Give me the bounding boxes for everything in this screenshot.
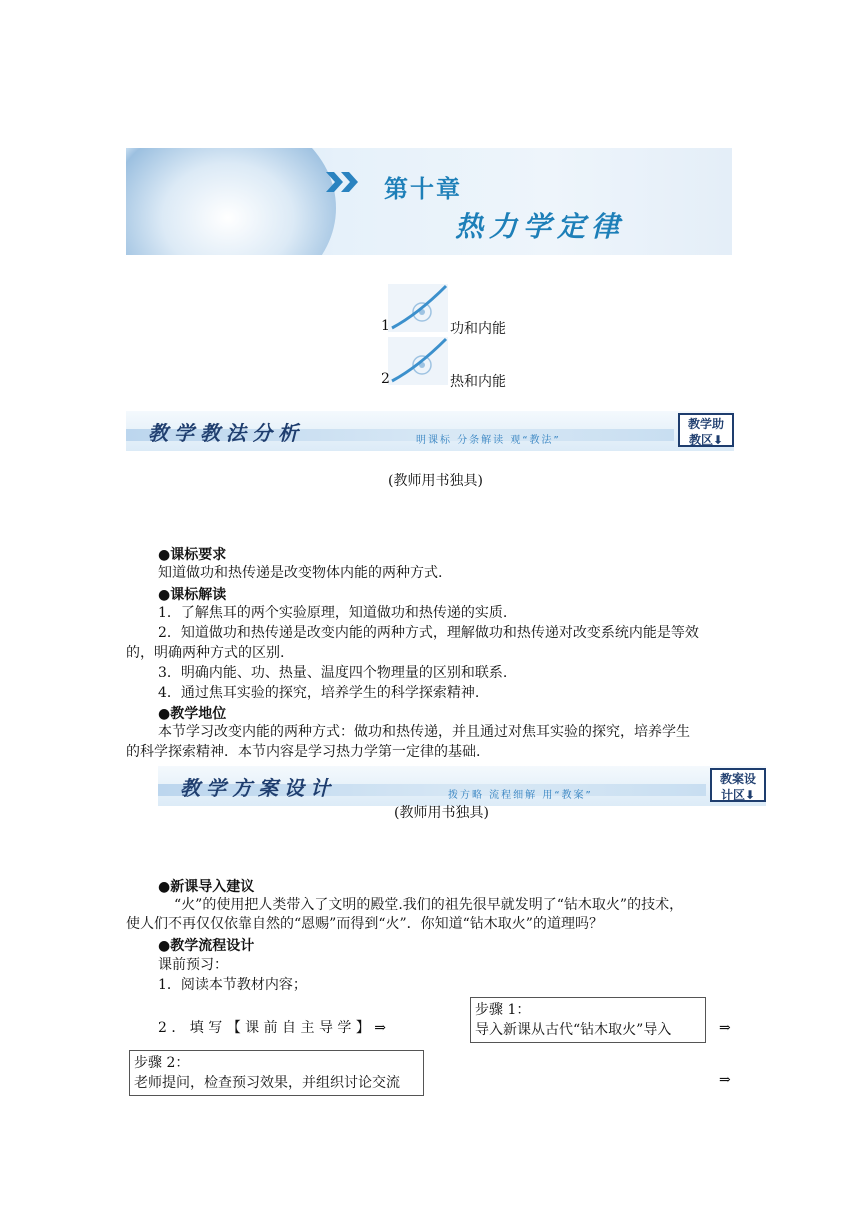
- heading-flow: ●教学流程设计: [158, 938, 255, 954]
- paragraph: 知道做功和热传递是改变物体内能的两种方式.: [158, 565, 443, 581]
- section-title: 教学方案设计: [180, 776, 336, 800]
- cloud-image: [126, 148, 336, 255]
- list-item: 2．知道做功和热传递是改变内能的两种方式，理解做功和热传递对改变系统内能是等效: [158, 625, 699, 641]
- toc-item-label[interactable]: 功和内能: [450, 321, 506, 337]
- teacher-note: (教师用书独具): [388, 473, 483, 489]
- tag-line: 教学助: [687, 417, 724, 431]
- double-chevron-icon: [326, 170, 362, 194]
- list-item: 1．了解焦耳的两个实验原理，知道做功和热传递的实质.: [158, 605, 508, 621]
- toc-number: 1: [381, 318, 390, 334]
- step-title: 步骤 2：: [134, 1055, 190, 1071]
- paragraph-cont: 的科学探索精神．本节内容是学习热力学第一定律的基础.: [126, 744, 481, 760]
- list-item-cont: 的，明确两种方式的区别.: [126, 645, 285, 661]
- teacher-note: (教师用书独具): [394, 805, 489, 821]
- preview-label: 课前预习：: [158, 957, 228, 973]
- section-subtitle: 拨方略 流程细解 用“教案”: [448, 790, 593, 801]
- tag-line: 计区⬇: [720, 788, 756, 802]
- heading-status: ●教学地位: [158, 706, 227, 722]
- toc-number: 2: [381, 371, 390, 387]
- step-item: 1．阅读本节教材内容；: [158, 977, 307, 993]
- section-title: 教学教法分析: [148, 421, 304, 445]
- section-tag: [710, 768, 766, 802]
- chapter-number: 第十章: [384, 175, 462, 203]
- step2-box: [129, 1050, 424, 1096]
- step-text: 老师提问，检查预习效果，并组织讨论交流: [134, 1075, 400, 1091]
- paragraph: 本节学习改变内能的两种方式：做功和热传递，并且通过对焦耳实验的探究，培养学生: [158, 724, 690, 740]
- heading-curriculum: ●课标要求: [158, 547, 227, 563]
- section-subtitle: 明课标 分条解读 观“教法”: [416, 435, 561, 446]
- list-item: 3．明确内能、功、热量、温度四个物理量的区别和联系.: [158, 665, 508, 681]
- step-text: 导入新课从古代“钻木取火”导入: [475, 1022, 672, 1038]
- step1-box: [470, 997, 706, 1043]
- paragraph: “火”的使用把人类带入了文明的殿堂.我们的祖先很早就发明了“钻木取火”的技术，: [174, 897, 684, 913]
- chapter-title: 热力学定律: [455, 210, 626, 243]
- heading-interpretation: ●课标解读: [158, 587, 227, 603]
- target-icon: [388, 284, 448, 332]
- step-item: 2 ． 填 写 【 课 前 自 主 导 学 】 ⇒: [158, 1020, 387, 1036]
- list-item: 4．通过焦耳实验的探究，培养学生的科学探索精神.: [158, 685, 480, 701]
- flow-arrow: ⇒: [719, 1020, 731, 1036]
- toc-item-label[interactable]: 热和内能: [450, 374, 506, 390]
- section-banner-analysis: [126, 411, 734, 451]
- tag-line: 教区⬇: [688, 433, 724, 447]
- flow-arrow: ⇒: [719, 1072, 731, 1088]
- tag-line: 教案设: [719, 772, 756, 786]
- target-icon: [388, 337, 448, 385]
- section-tag: [678, 413, 734, 447]
- heading-intro: ●新课导入建议: [158, 879, 255, 895]
- step-title: 步骤 1：: [475, 1002, 531, 1018]
- paragraph-cont: 使人们不再仅仅依靠自然的“恩赐”而得到“火”．你知道“钻木取火”的道理吗？: [126, 916, 603, 932]
- section-banner-design: [158, 766, 766, 806]
